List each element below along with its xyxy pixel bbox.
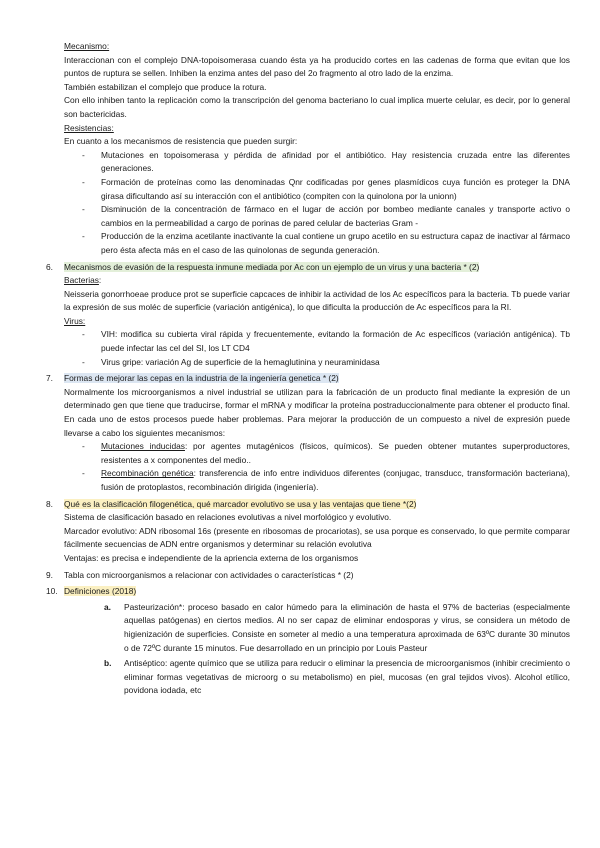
virus-item: - VIH: modifica su cubierta viral rápida y frecuentemente, evitando la formación de Ac específicos (variación antigénica). Tb puede infectar las cel del SI, los LT CD4 [82,329,570,354]
question-6: 6. Mecanismos de evasión de la respuesta inmune mediada por Ac con un ejemplo de un virus y una bacteria * (2) [46,261,480,272]
resistencia-item: - Disminución de la concentración de fármaco en el lugar de acción por bombeo mediante canales y transporte activo o cambios en la permeabilidad a cargo de porinas de pared celular de bacterias Gram - [82,204,570,228]
mejora-item: - Mutaciones inducidas: por agentes mutagénicos (físicos, químicos). Se pueden obtener mutantes superproductores, resistentes a x componentes del medio.. [82,441,571,465]
question-7: 7. Formas de mejorar las cepas en la industria de la ingeniería genetica * (2) [46,373,339,384]
bacterias-paragraph: Neisseria gonorrhoeae produce prot se superficie capcaces de inhibir la actividad de los Ac específicos para la bacteria. Tb puede variar la expresión de sus moléc de superficie (variación antigénica), lo que dificulta la producción de Ac específicos para la RI. [64,288,570,313]
question-8-title: Qué es la clasificación filogenética, qué marcador evolutivo se usa y las ventajas que tiene *(2) [64,498,417,509]
question-8-paragraph-1: Sistema de clasificación basado en relaciones evolutivas a nivel morfológico y evolutivo. [64,512,392,523]
mejora-item: - Recombinación genética: transferencia de info entre individuos diferentes (conjugac, transducc, transformación bacteriana), fusión de protoplastos, recombinación dirigida (ingeniería). [82,468,570,492]
question-8-paragraph-3: Ventajas: es precisa e independiente de la apriencia externa de los organismos [64,552,359,563]
virus-item: - Virus gripe: variación Ag de superficie de la hemaglutinina y neuraminidasa [82,356,380,367]
question-8: 8. Qué es la clasificación filogenética, qué marcador evolutivo se usa y las ventajas que tiene *(2) [46,498,417,509]
mecanismo-heading: Mecanismo: [64,41,110,51]
resistencia-item: - Producción de la enzima acetilante inactivante la cual contiene un grupo acetilo en su estructura capaz de inactivar al fármaco pero ésta afecta más en el caso de las quinolonas de segunda generación. [82,231,570,255]
mecanismo-paragraph-2: También estabilizan el complejo que produce la rotura. [64,81,267,92]
resistencia-item: - Formación de proteínas como las denominadas Qnr codificadas por genes plasmídicos cuya función es proteger la DNA girasa dificultando así su interacción con el antibiótico (compiten con la quinolona por la unionn) [82,176,570,201]
bacterias-heading: Bacterias: [64,275,102,286]
question-9-title: Tabla con microorganismos a relacionar con actividades o características * (2) [64,569,354,580]
question-9: 9. Tabla con microorganismos a relacionar con actividades o características * (2) [46,569,354,580]
definition-item: a. Pasteurización*: proceso basado en calor húmedo para la eliminación de hasta el 97% de bacterias (especialmente aquellas patógenas) en ciertos medios. Al no ser capaz de eliminar endosporas y virus, se considera un método de higienización de superficies. Consiste en someter al medio a una temperatura aproximada de 63ºC durante 30 minutos o de 72ºC durante 15 minutos. Fue desarrollado en un principio por Louis Pasteur [104,601,570,653]
question-10: 10. Definiciones (2018) [46,586,137,597]
virus-heading: Virus: [64,315,86,326]
mecanismo-paragraph-1: Interaccionan con el complejo DNA-topoisomerasa cuando ésta ya ha producido cortes en las cadenas de forma que evitan que los puntos de ruptura se sellen. Inhiben la enzima antes del paso del 2o fragmento al otro lado de la enzima. [64,54,570,79]
definition-item: b. Antiséptico: agente químico que se utiliza para reducir o eliminar la presencia de microorganismos (inhibir crecimiento o eliminar formas vegetativas de microorg o su metabolismo) en piel, mucosas (en gral tejidos vivos). Alcohol etílico, povidona iodada, etc [104,658,570,696]
question-10-title: Definiciones (2018) [64,586,137,597]
resistencias-intro: En cuanto a los mecanismos de resistencia que pueden surgir: [64,136,298,147]
mecanismo-paragraph-3: Con ello inhiben tanto la replicación como la transcripción del genoma bacteriano lo cual implica muerte celular, es decir, por lo general son bactericidas. [64,95,570,119]
resistencia-item: - Mutaciones en topoisomerasa y pérdida de afinidad por el antibiótico. Hay resistencia cruzada entre las diferentes generaciones. [82,149,570,174]
question-7-title: Formas de mejorar las cepas en la industria de la ingeniería genetica * (2) [64,373,339,384]
question-7-paragraph: Normalmente los microorganismos a nivel industrial se utilizan para la fabricación de un producto final mediante la expresión de un determinado gen que tiene que traducirse, formar el mRNA y modificar la proteína postraduccionalmente para obtener el producto final. En cada uno de estos procesos puede haber problemas. Para mejorar la producción de un compuesto a nivel de expresión puede llevarse a cabo los siguientes mecanismos: [64,386,570,438]
question-6-title: Mecanismos de evasión de la respuesta inmune mediada por Ac con un ejemplo de un virus y una bacteria * (2) [64,261,480,272]
question-8-paragraph-2: Marcador evolutivo: ADN ribosomal 16s (presente en ribosomas de procariotas), se usa porque es conservado, lo que permite comparar fácilmente secuencias de ADN entre organismos y determinar su relación evolutiva [64,525,570,550]
resistencias-heading: Resistencias: [64,122,114,133]
